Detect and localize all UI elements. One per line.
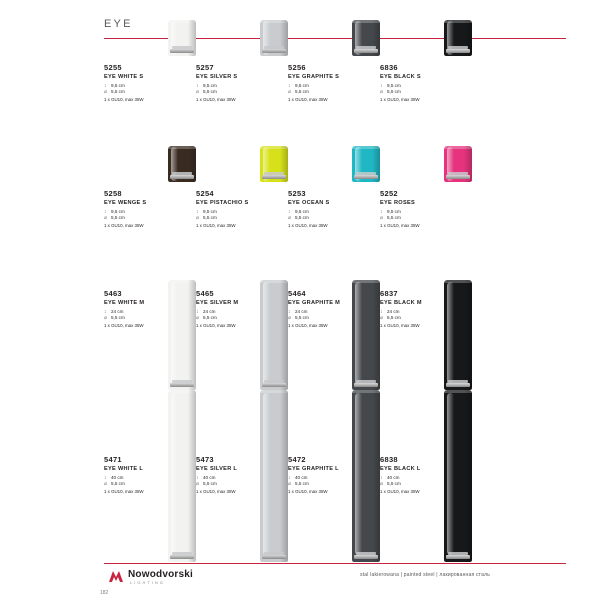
- diameter-icon: ⌀: [196, 481, 200, 488]
- product-code: 5472: [288, 455, 306, 464]
- product-image: [444, 146, 472, 182]
- spec-height-value: 9,5 cm: [387, 209, 401, 214]
- spec-diameter-value: 5,5 cm: [111, 89, 125, 95]
- spec-diameter-value: 5,5 cm: [111, 315, 125, 321]
- product-name: EYE WHITE L: [104, 466, 144, 472]
- material-note: stal lakierowana | painted steel | лакированная сталь: [360, 572, 491, 578]
- product-image: [444, 20, 472, 56]
- spec-diameter: [196, 481, 291, 487]
- height-icon: ↕: [104, 209, 107, 215]
- spec-diameter: [380, 89, 475, 95]
- spec-height-value: 40 cm: [203, 475, 216, 480]
- footer-divider: [104, 563, 566, 564]
- spec-diameter-value: 5,5 cm: [295, 481, 309, 487]
- product-specs: [196, 83, 291, 95]
- product-specs: [288, 475, 383, 487]
- product-specs: [196, 309, 291, 321]
- spec-bulb: 1 x GU10, max 35W: [196, 222, 236, 228]
- product-name: EYE PISTACHIO S: [196, 200, 249, 206]
- product-card[interactable]: [380, 63, 475, 103]
- product-name: EYE BLACK S: [380, 74, 421, 80]
- product-code: 6836: [380, 63, 398, 72]
- spec-bulb: 1 x GU10, max 35W: [104, 488, 144, 494]
- product-card[interactable]: [196, 63, 291, 103]
- product-image: [352, 20, 380, 56]
- product-code: 5257: [196, 63, 214, 72]
- spec-diameter: [104, 89, 199, 95]
- spec-height-value: 9,5 cm: [111, 83, 125, 88]
- height-icon: ↕: [380, 209, 383, 215]
- spec-bulb: 1 x GU10, max 35W: [380, 222, 420, 228]
- logo-mark-icon: [108, 570, 124, 583]
- product-image: [168, 20, 196, 56]
- product-name: EYE BLACK L: [380, 466, 421, 472]
- spec-height-value: 40 cm: [295, 475, 308, 480]
- product-name: EYE WHITE M: [104, 300, 145, 306]
- height-icon: ↕: [380, 83, 383, 89]
- product-specs: [104, 309, 199, 321]
- diameter-icon: ⌀: [288, 89, 292, 96]
- product-card[interactable]: [196, 455, 291, 495]
- product-specs: [104, 209, 199, 221]
- spec-height-value: 40 cm: [387, 475, 400, 480]
- diameter-icon: ⌀: [104, 315, 108, 322]
- height-icon: ↕: [196, 475, 199, 481]
- height-icon: ↕: [196, 83, 199, 89]
- spec-height-value: 40 cm: [111, 475, 124, 480]
- spec-diameter-value: 5,5 cm: [111, 215, 125, 221]
- diameter-icon: ⌀: [380, 481, 384, 488]
- product-card[interactable]: [288, 63, 383, 103]
- spec-bulb: 1 x GU10, max 35W: [104, 322, 144, 328]
- product-name: EYE SILVER S: [196, 74, 238, 80]
- page-number: 182: [100, 590, 109, 596]
- product-name: EYE GRAPHITE M: [288, 300, 341, 306]
- product-code: 5255: [104, 63, 122, 72]
- diameter-icon: ⌀: [380, 315, 384, 322]
- diameter-icon: ⌀: [288, 215, 292, 222]
- spec-bulb: 1 x GU10, max 35W: [288, 222, 328, 228]
- product-code: 5471: [104, 455, 122, 464]
- product-name: EYE WENGE S: [104, 200, 147, 206]
- product-name: EYE OCEAN S: [288, 200, 330, 206]
- spec-diameter: [380, 481, 475, 487]
- product-image: [168, 146, 196, 182]
- spec-bulb: 1 x GU10, max 35W: [380, 488, 420, 494]
- page-title: EYE: [104, 18, 133, 30]
- diameter-icon: ⌀: [196, 215, 200, 222]
- spec-height-value: 24 cm: [111, 309, 124, 314]
- product-name: EYE ROSES: [380, 200, 416, 206]
- spec-height-value: 24 cm: [295, 309, 308, 314]
- spec-diameter: [380, 315, 475, 321]
- spec-diameter-value: 5,5 cm: [387, 89, 401, 95]
- product-code: 6838: [380, 455, 398, 464]
- spec-diameter: [196, 215, 291, 221]
- spec-diameter-value: 5,5 cm: [203, 315, 217, 321]
- height-icon: ↕: [288, 475, 291, 481]
- spec-diameter-value: 5,5 cm: [387, 481, 401, 487]
- spec-height-value: 9,5 cm: [295, 209, 309, 214]
- product-name: EYE SILVER M: [196, 300, 239, 306]
- product-card[interactable]: [288, 455, 383, 495]
- spec-height-value: 9,5 cm: [387, 83, 401, 88]
- spec-bulb: 1 x GU10, max 35W: [288, 322, 328, 328]
- spec-diameter: [196, 315, 291, 321]
- product-specs: [380, 209, 475, 221]
- spec-height-value: 24 cm: [387, 309, 400, 314]
- spec-diameter: [104, 481, 199, 487]
- product-name: EYE GRAPHITE L: [288, 466, 339, 472]
- height-icon: ↕: [196, 309, 199, 315]
- height-icon: ↕: [104, 83, 107, 89]
- product-image: [260, 20, 288, 56]
- product-specs: [288, 309, 383, 321]
- product-card[interactable]: [380, 455, 475, 495]
- product-specs: [196, 475, 291, 487]
- product-name: EYE SILVER L: [196, 466, 238, 472]
- spec-bulb: 1 x GU10, max 35W: [196, 488, 236, 494]
- diameter-icon: ⌀: [196, 89, 200, 96]
- product-card[interactable]: [104, 289, 199, 329]
- product-specs: [104, 475, 199, 487]
- diameter-icon: ⌀: [104, 481, 108, 488]
- spec-bulb: 1 x GU10, max 35W: [196, 96, 236, 102]
- product-code: 5258: [104, 189, 122, 198]
- height-icon: ↕: [104, 309, 107, 315]
- product-card[interactable]: [288, 289, 383, 329]
- diameter-icon: ⌀: [380, 89, 384, 96]
- product-code: 5473: [196, 455, 214, 464]
- spec-bulb: 1 x GU10, max 35W: [288, 488, 328, 494]
- brand-logo: [108, 568, 228, 590]
- product-card[interactable]: [104, 189, 199, 229]
- product-card[interactable]: [196, 189, 291, 229]
- product-specs: [380, 475, 475, 487]
- product-code: 5253: [288, 189, 306, 198]
- product-specs: [380, 83, 475, 95]
- height-icon: ↕: [380, 475, 383, 481]
- height-icon: ↕: [288, 83, 291, 89]
- product-specs: [288, 83, 383, 95]
- height-icon: ↕: [380, 309, 383, 315]
- product-code: 5464: [288, 289, 306, 298]
- spec-bulb: 1 x GU10, max 35W: [288, 96, 328, 102]
- spec-bulb: 1 x GU10, max 35W: [380, 322, 420, 328]
- diameter-icon: ⌀: [104, 89, 108, 96]
- product-code: 5252: [380, 189, 398, 198]
- product-code: 5465: [196, 289, 214, 298]
- product-code: 5463: [104, 289, 122, 298]
- product-code: 5254: [196, 189, 214, 198]
- product-card[interactable]: [380, 289, 475, 329]
- brand-name: Nowodvorski: [128, 569, 193, 580]
- spec-diameter-value: 5,5 cm: [387, 215, 401, 221]
- spec-diameter-value: 5,5 cm: [203, 215, 217, 221]
- product-name: EYE WHITE S: [104, 74, 144, 80]
- product-specs: [196, 209, 291, 221]
- spec-diameter: [288, 315, 383, 321]
- product-code: 5256: [288, 63, 306, 72]
- spec-diameter: [196, 89, 291, 95]
- product-card[interactable]: [104, 455, 199, 495]
- spec-diameter-value: 5,5 cm: [387, 315, 401, 321]
- spec-bulb: 1 x GU10, max 35W: [196, 322, 236, 328]
- spec-diameter-value: 5,5 cm: [295, 215, 309, 221]
- height-icon: ↕: [288, 209, 291, 215]
- spec-diameter: [288, 215, 383, 221]
- brand-tagline: LIGHTING: [130, 580, 165, 585]
- product-name: EYE GRAPHITE S: [288, 74, 340, 80]
- page-header: [0, 0, 600, 44]
- spec-diameter-value: 5,5 cm: [111, 481, 125, 487]
- spec-diameter-value: 5,5 cm: [203, 481, 217, 487]
- product-image: [352, 146, 380, 182]
- product-specs: [288, 209, 383, 221]
- spec-diameter-value: 5,5 cm: [295, 315, 309, 321]
- spec-diameter: [380, 215, 475, 221]
- spec-height-value: 24 cm: [203, 309, 216, 314]
- spec-bulb: 1 x GU10, max 35W: [380, 96, 420, 102]
- spec-diameter: [288, 481, 383, 487]
- product-image: [260, 146, 288, 182]
- spec-height-value: 9,5 cm: [111, 209, 125, 214]
- spec-height-value: 9,5 cm: [203, 209, 217, 214]
- height-icon: ↕: [104, 475, 107, 481]
- diameter-icon: ⌀: [380, 215, 384, 222]
- product-card[interactable]: [288, 189, 383, 229]
- spec-diameter-value: 5,5 cm: [295, 89, 309, 95]
- product-card[interactable]: [380, 189, 475, 229]
- product-card[interactable]: [104, 63, 199, 103]
- spec-diameter-value: 5,5 cm: [203, 89, 217, 95]
- product-code: 6837: [380, 289, 398, 298]
- height-icon: ↕: [196, 209, 199, 215]
- spec-bulb: 1 x GU10, max 35W: [104, 222, 144, 228]
- diameter-icon: ⌀: [104, 215, 108, 222]
- diameter-icon: ⌀: [288, 481, 292, 488]
- product-specs: [104, 83, 199, 95]
- diameter-icon: ⌀: [288, 315, 292, 322]
- spec-diameter: [288, 89, 383, 95]
- spec-height-value: 9,5 cm: [203, 83, 217, 88]
- product-name: EYE BLACK M: [380, 300, 422, 306]
- spec-bulb: 1 x GU10, max 35W: [104, 96, 144, 102]
- spec-height-value: 9,5 cm: [295, 83, 309, 88]
- height-icon: ↕: [288, 309, 291, 315]
- spec-diameter: [104, 215, 199, 221]
- product-card[interactable]: [196, 289, 291, 329]
- spec-diameter: [104, 315, 199, 321]
- product-specs: [380, 309, 475, 321]
- diameter-icon: ⌀: [196, 315, 200, 322]
